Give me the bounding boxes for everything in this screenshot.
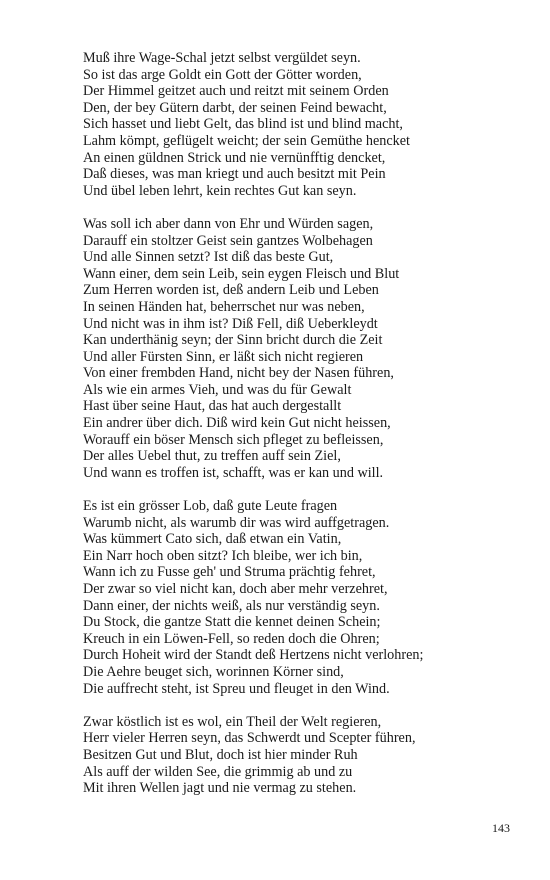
verse-line: Hast über seine Haut, das hat auch dergestallt xyxy=(83,398,342,415)
verse-line: Daß dieses, was man kriegt und auch besitzt mit Pein xyxy=(83,166,386,183)
verse-line: Darauff ein stoltzer Geist sein gantzes Wolbehagen xyxy=(83,232,373,249)
verse-line: Worauff ein böser Mensch sich pfleget zu befleissen, xyxy=(83,431,384,448)
verse-line: Den, der bey Gütern darbt, der seinen Feind bewacht, xyxy=(83,99,387,116)
verse-line: Und wann es troffen ist, schafft, was er kan und will. xyxy=(83,464,384,481)
stanza-3 xyxy=(83,498,523,697)
poem-text xyxy=(83,50,523,813)
verse-line: Der Himmel geitzet auch und reitzt mit seinem Orden xyxy=(83,83,389,100)
verse-line: Und aller Fürsten Sinn, er läßt sich nicht regieren xyxy=(83,348,364,365)
verse-line: Du Stock, die gantze Statt die kennet deinen Schein; xyxy=(83,614,381,631)
verse-line: Lahm kömpt, geflügelt weicht; der sein Gemüthe hencket xyxy=(83,132,410,149)
page-number: 143 xyxy=(492,821,510,835)
verse-line: Sich hasset und liebt Gelt, das blind ist und blind macht, xyxy=(83,116,403,133)
verse-line: Und alle Sinnen setzt? Ist diß das beste Gut, xyxy=(83,249,334,266)
verse-line: Muß ihre Wage-Schal jetzt selbst vergüldet seyn. xyxy=(83,50,361,66)
verse-line: Der alles Uebel thut, zu treffen auff sein Ziel, xyxy=(83,448,341,465)
verse-line: Zwar köstlich ist es wol, ein Theil der Welt regieren, xyxy=(83,713,382,730)
verse-line: Und nicht was in ihm ist? Diß Fell, diß Ueberkleydt xyxy=(83,315,378,332)
stanza-1 xyxy=(83,50,523,199)
verse-line: Mit ihren Wellen jagt und nie vermag zu stehen. xyxy=(83,780,357,797)
verse-line: Was kümmert Cato sich, daß etwan ein Vatin, xyxy=(83,531,342,548)
verse-line: Wann einer, dem sein Leib, sein eygen Fleisch und Blut xyxy=(83,265,400,282)
verse-line: Was soll ich aber dann von Ehr und Würden sagen, xyxy=(83,215,374,232)
verse-line: Kan underthänig seyn; der Sinn bricht durch die Zeit xyxy=(83,332,383,349)
verse-line: Der zwar so viel nicht kan, doch aber mehr verzehret, xyxy=(83,581,388,597)
verse-line: Und übel leben lehrt, kein rechtes Gut kan seyn. xyxy=(83,182,357,199)
verse-line: Zum Herren worden ist, deß andern Leib und Leben xyxy=(83,282,379,299)
verse-line: Herr vieler Herren seyn, das Schwerdt und Scepter führen, xyxy=(83,730,416,747)
verse-line: Als auff der wilden See, die grimmig ab und zu xyxy=(83,763,353,780)
verse-line: So ist das arge Goldt ein Gott der Götter worden, xyxy=(83,66,362,83)
verse-line: Es ist ein grösser Lob, daß gute Leute fragen xyxy=(83,498,338,515)
verse-line: Warumb nicht, als warumb dir was wird auffgetragen. xyxy=(83,514,390,531)
stanza-4 xyxy=(83,714,523,797)
verse-line: Besitzen Gut und Blut, doch ist hier minder Ruh xyxy=(83,746,358,763)
verse-line: Durch Hoheit wird der Standt deß Hertzens nicht verlohren; xyxy=(83,647,424,664)
verse-line: Als wie ein armes Vieh, und was du für Gewalt xyxy=(83,381,352,398)
verse-line: An einen güldnen Strick und nie vernünfftig dencket, xyxy=(83,149,386,166)
verse-line: Ein andrer über dich. Diß wird kein Gut nicht heissen, xyxy=(83,415,391,432)
verse-line: Wann ich zu Fusse geh' und Struma prächtig fehret, xyxy=(83,564,376,581)
stanza-2 xyxy=(83,216,523,482)
verse-line: Die auffrecht steht, ist Spreu und fleuget in den Wind. xyxy=(83,680,390,697)
verse-line: Dann einer, der nichts weiß, als nur verständig seyn. xyxy=(83,597,380,614)
verse-line: In seinen Händen hat, beherrschet nur was neben, xyxy=(83,298,365,315)
verse-line: Die Aehre beuget sich, worinnen Körner sind, xyxy=(83,663,344,680)
verse-line: Von einer frembden Hand, nicht bey der Nasen führen, xyxy=(83,365,394,382)
verse-line: Kreuch in ein Löwen-Fell, so reden doch die Ohren; xyxy=(83,630,380,647)
verse-line: Ein Narr hoch oben sitzt? Ich bleibe, wer ich bin, xyxy=(83,547,363,564)
